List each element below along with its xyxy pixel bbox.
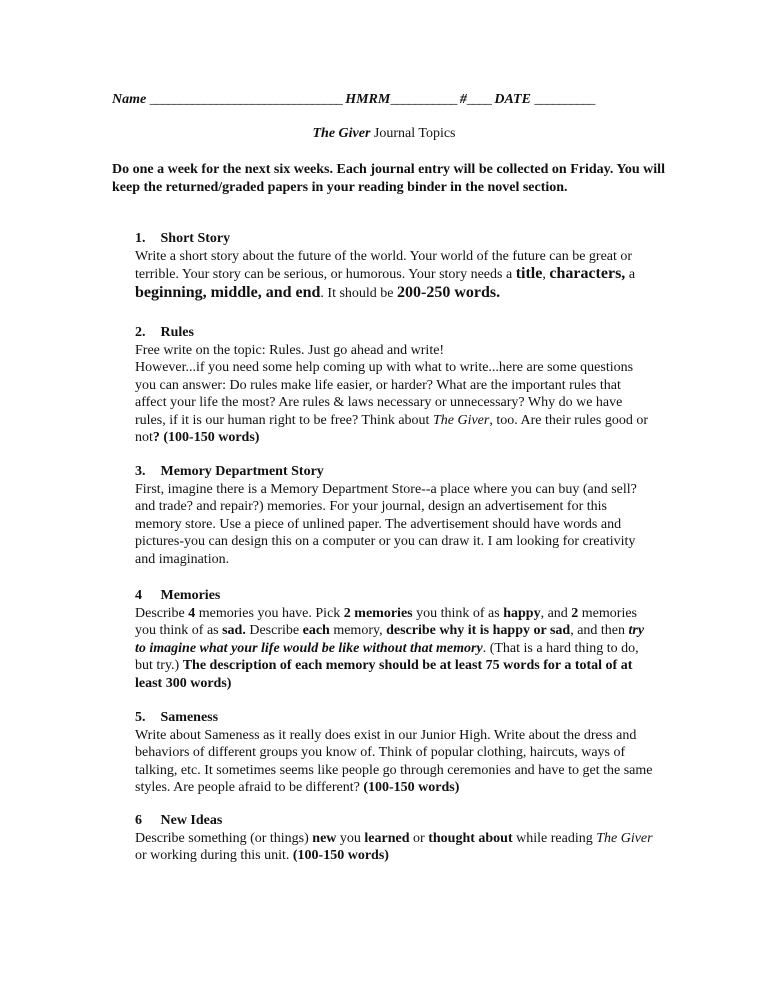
section-heading: 2. Rules <box>135 325 194 340</box>
book-title: The Giver <box>312 126 371 141</box>
instructions: Do one a week for the next six weeks. Each journal entry will be collected on Friday. You will keep the returned/graded papers in your reading binder in the novel section. <box>112 162 665 195</box>
section-heading: 4 Memories <box>135 588 221 603</box>
section-body: However...if you need some help coming up with what to write...here are some questions you can answer: Do rules make life easier, or harder? What are the important rules that affect your life the most? Are rules & laws necessary or unnecessary? Why do we have rules, if it is our human right to be free? Think about The Giver, too. Are their rules good or not? (100-150 words) <box>135 360 648 445</box>
section-new-ideas <box>135 812 655 865</box>
section-heading: 3. Memory Department Story <box>135 464 324 479</box>
section-intro-line: Free write on the topic: Rules. Just go ahead and write! <box>135 342 445 358</box>
section-heading: 1. Short Story <box>135 231 231 246</box>
section-heading: 6 New Ideas <box>135 813 223 828</box>
hmrm-label: HMRM <box>345 92 391 107</box>
date-label: DATE <box>494 92 531 107</box>
section-body: Write a short story about the future of the world. Your world of the future can be great or terrible. Your story can be serious, or humorous. Your story needs a title, characters, a beginning, middle, and end. It should be 200-250 words. <box>135 248 636 301</box>
number-label: # <box>459 92 467 107</box>
section-body: Describe something (or things) new you learned or thought about while reading The Giver or working during this unit. (100-150 words) <box>135 830 653 863</box>
student-info-header <box>112 91 672 109</box>
name-label: Name <box>112 92 147 107</box>
section-memories <box>135 587 655 692</box>
title-rest: Journal Topics <box>373 126 456 141</box>
section-body: Describe 4 memories you have. Pick 2 memories you think of as happy, and 2 memories you think of as sad. Describe each memory, describe why it is happy or sad, and then try to imagine what your life would be like without that memory. (That is a hard thing to do, but try.) The description of each memory should be at least 75 words for a total of at least 300 words) <box>135 605 645 691</box>
date-blank: __________ <box>534 92 595 107</box>
name-blank: ________________________________ <box>149 92 342 107</box>
hmrm-blank: ___________ <box>390 92 457 107</box>
section-body: First, imagine there is a Memory Department Store--a place where you can buy (and sell? and trade? and repair?) memories. For your journal, design an advertisement for this memory store. Use a piece of unlined paper. The advertisement should have words and pictures-you can design this on a computer or you can draw it. I am looking for creativity and imagination. <box>135 481 637 567</box>
section-memory-department <box>135 463 655 568</box>
section-rules <box>135 324 655 447</box>
page-title <box>0 125 768 143</box>
section-body: Write about Sameness as it really does exist in our Junior High. Write about the dress and behaviors of different groups you know of. Think of popular clothing, haircuts, ways of talking, etc. It sometimes seems like people go through ceremonies and have to get the same styles. Are people afraid to be different? (100-150 words) <box>135 727 653 795</box>
number-blank: ____ <box>466 92 491 107</box>
section-sameness <box>135 709 655 797</box>
section-heading: 5. Sameness <box>135 710 219 725</box>
section-short-story <box>135 230 655 302</box>
